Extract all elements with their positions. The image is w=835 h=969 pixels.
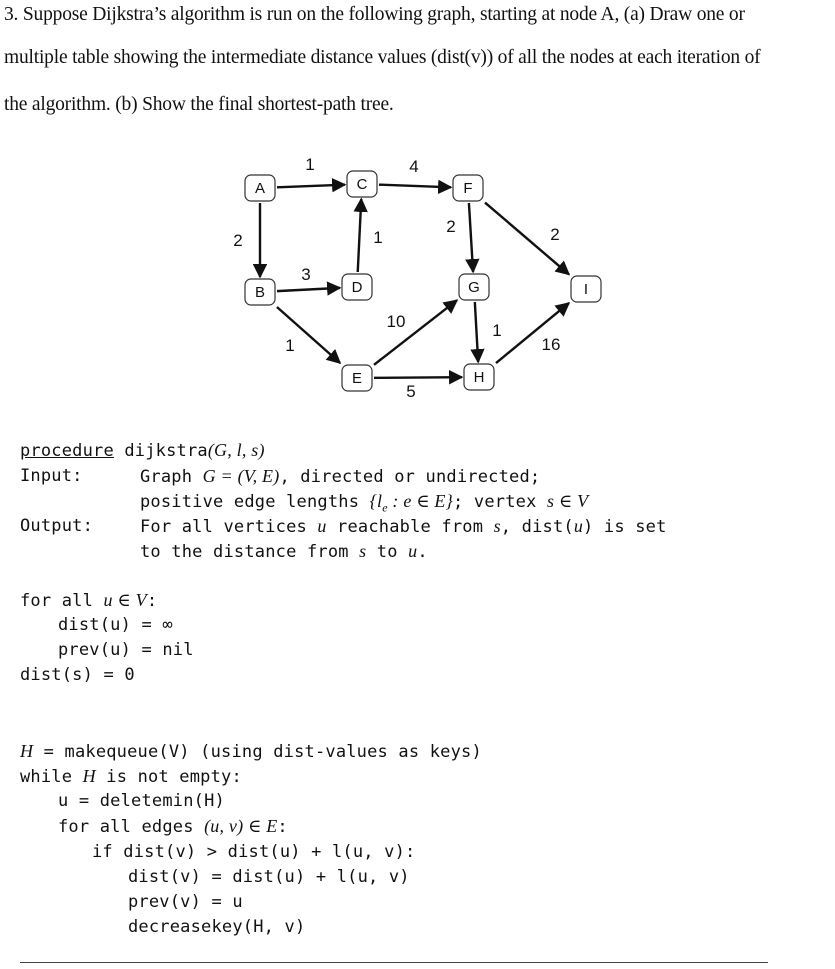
edge-e-h	[374, 377, 462, 378]
node-label-b: B	[254, 284, 266, 301]
edge-weight-a-b: 2	[233, 231, 243, 250]
while-line	[20, 766, 242, 787]
bottom-divider	[20, 962, 768, 963]
node-g	[459, 274, 489, 300]
edge-weight-f-g: 2	[446, 217, 456, 236]
edge-weight-a-c: 1	[305, 155, 315, 174]
edge-a-c	[277, 185, 345, 188]
for-edges-line	[58, 816, 288, 837]
node-label-c: C	[356, 176, 368, 193]
input-label: Input:	[20, 466, 83, 486]
edge-d-c	[358, 199, 362, 272]
init-prev-line: prev(u) = nil	[58, 640, 194, 660]
output-line-1-c: , dist(	[500, 517, 574, 537]
node-label-e: E	[351, 370, 363, 387]
input-line-2-a: positive edge lengths	[140, 492, 360, 512]
init-dist-s-line: dist(s) = 0	[20, 665, 135, 685]
makequeue-text: = makequeue(V) (using dist-values as keys)	[43, 742, 482, 762]
input-line-1-b: , directed or undirected;	[279, 467, 541, 487]
edge-c-f	[379, 185, 451, 188]
update-prev-line: prev(v) = u	[128, 892, 243, 912]
edge-weight-d-c: 1	[373, 228, 383, 247]
input-line-2-b: ; vertex	[453, 492, 537, 512]
node-e	[342, 365, 372, 391]
output-line-1-math2: s	[493, 516, 501, 536]
output-line-2-math: s	[359, 541, 367, 561]
makequeue-math: H	[20, 741, 34, 761]
question-line-1: 3. Suppose Dijkstra’s algorithm is run on the following graph, starting at node A, (a) Draw one or	[4, 4, 745, 25]
edge-weight-b-d: 3	[301, 265, 311, 284]
init-for-line	[20, 590, 157, 611]
update-dist-line: dist(v) = dist(u) + l(u, v)	[128, 867, 410, 887]
edge-e-g	[374, 300, 457, 365]
while-rest: is not empty:	[106, 767, 242, 787]
node-label-f: F	[463, 180, 473, 197]
node-b	[245, 279, 275, 305]
procedure-keyword: procedure	[20, 441, 114, 461]
input-line-1-math: G = (V, E)	[202, 466, 280, 486]
output-line-2-a: to the distance from	[140, 542, 349, 562]
input-line-2-math2: : e ∈ E}	[387, 491, 454, 511]
output-line-1-a: For all vertices	[140, 517, 307, 537]
output-line-1	[140, 516, 667, 537]
makequeue-line	[20, 741, 482, 762]
edge-weight-e-g: 10	[386, 312, 406, 331]
input-line-2-math: {l	[369, 491, 383, 511]
init-for-colon: :	[146, 591, 158, 611]
output-line-2-math2: u	[408, 541, 418, 561]
decreasekey-line: decreasekey(H, v)	[128, 917, 306, 937]
input-line-2-math3: s ∈ V	[546, 491, 589, 511]
edge-weight-c-f: 4	[409, 157, 419, 176]
for-edges-colon: :	[277, 817, 288, 837]
output-line-1-math3: u	[573, 516, 584, 536]
deletemin-line: u = deletemin(H)	[58, 791, 225, 811]
output-line-2	[140, 541, 428, 562]
node-a	[245, 175, 275, 201]
node-label-a: A	[254, 180, 266, 197]
input-line-1-a: Graph	[140, 467, 193, 487]
node-label-h: H	[473, 369, 485, 386]
for-edges-kw: for all edges	[58, 817, 194, 837]
procedure-args: (G, l, s)	[207, 440, 265, 460]
init-for-kw: for all	[20, 591, 94, 611]
input-line-1	[140, 466, 540, 487]
graph-figure	[0, 0, 835, 420]
edge-f-g	[469, 203, 473, 272]
edge-b-d	[277, 288, 340, 291]
question-line-2: multiple table showing the intermediate distance values (dist(v)) of all the nodes at each iteration of	[4, 47, 761, 68]
node-c	[347, 171, 377, 197]
output-line-2-c: .	[417, 542, 428, 562]
edge-weight-g-h: 1	[492, 321, 502, 340]
edge-weight-h-i: 16	[541, 335, 561, 354]
output-line-1-math: u	[317, 516, 327, 536]
output-line-2-b: to	[376, 542, 398, 562]
node-d	[342, 274, 372, 300]
output-line-1-d: ) is set	[583, 517, 667, 537]
node-i	[571, 276, 601, 302]
output-label: Output:	[20, 516, 94, 536]
output-line-1-b: reachable from	[337, 517, 484, 537]
while-math: H	[82, 766, 96, 786]
node-label-i: I	[583, 281, 589, 298]
question-line-3: the algorithm. (b) Show the final shortest-path tree.	[4, 94, 394, 115]
edge-weight-e-h: 5	[406, 382, 416, 401]
init-for-math: u ∈ V	[103, 590, 147, 610]
edge-g-h	[475, 302, 478, 362]
init-dist-line: dist(u) = ∞	[58, 615, 173, 635]
input-line-2-sub: e	[382, 500, 388, 515]
input-line-2	[140, 491, 588, 515]
edge-h-i	[496, 303, 569, 363]
procedure-name: dijkstra	[124, 441, 208, 461]
edge-weight-f-i: 2	[550, 225, 560, 244]
edge-weight-b-e: 1	[285, 336, 295, 355]
for-edges-math: (u, v) ∈ E	[204, 816, 278, 836]
node-h	[464, 364, 494, 390]
node-label-g: G	[468, 279, 480, 296]
procedure-header	[20, 440, 265, 461]
node-label-d: D	[351, 279, 363, 296]
if-line: if dist(v) > dist(u) + l(u, v):	[92, 842, 416, 862]
while-kw: while	[20, 767, 73, 787]
node-f	[453, 175, 483, 201]
